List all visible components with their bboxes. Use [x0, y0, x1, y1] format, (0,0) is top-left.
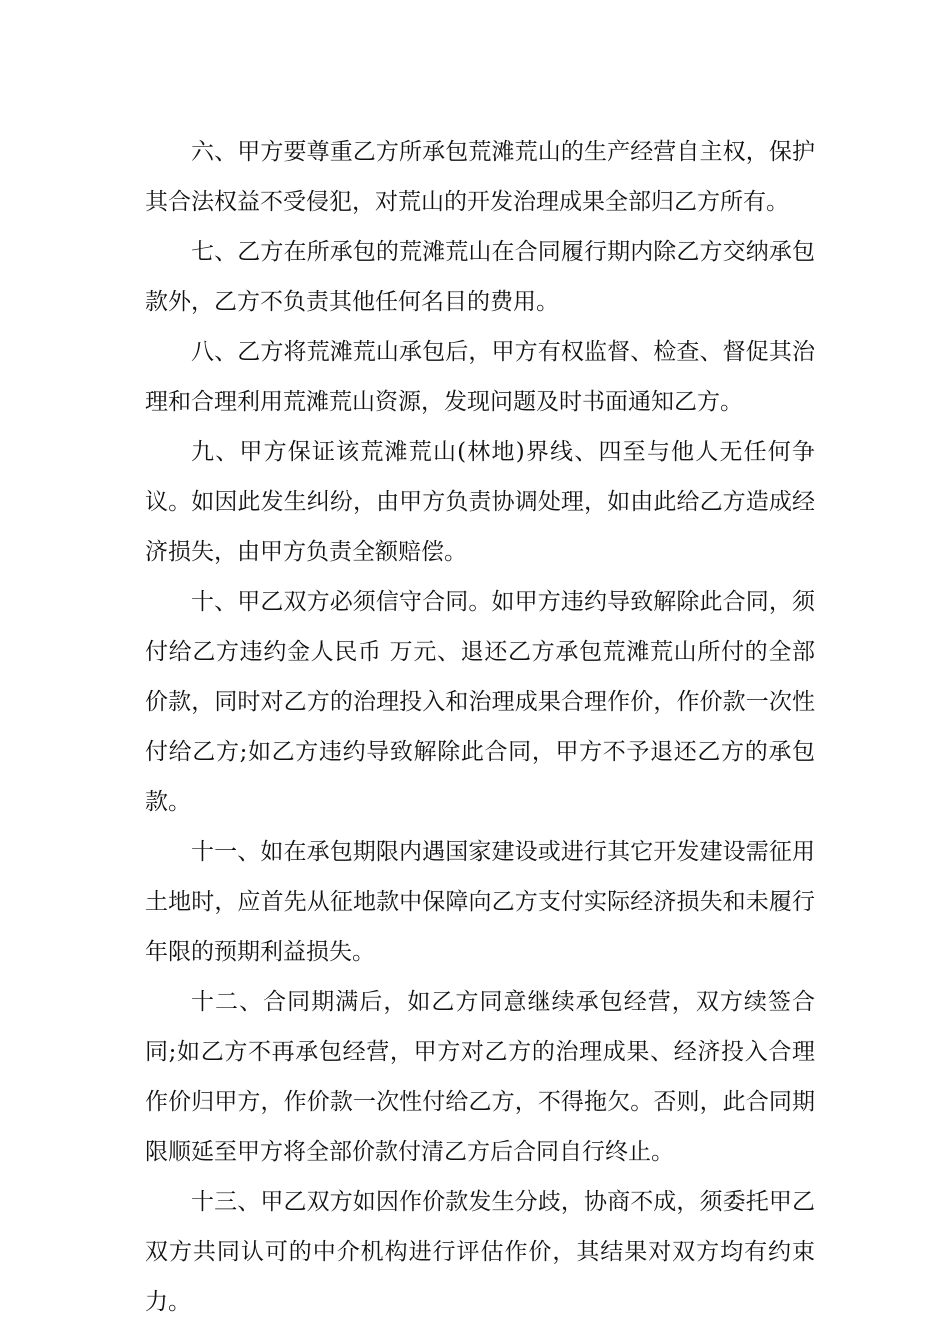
clause-8: 八、乙方将荒滩荒山承包后，甲方有权监督、检查、督促其治理和合理利用荒滩荒山资源，发现问题及时书面通知乙方。: [145, 339, 815, 415]
clause-6: 六、甲方要尊重乙方所承包荒滩荒山的生产经营自主权，保护其合法权益不受侵犯，对荒山的开发治理成果全部归乙方所有。: [145, 139, 815, 215]
clause-10: 十、甲乙双方必须信守合同。如甲方违约导致解除此合同，须付给乙方违约金人民币 万元、退还乙方承包荒滩荒山所付的全部价款，同时对乙方的治理投入和治理成果合理作价，作价款一次性付给乙方;如乙方违约导致解除此合同，甲方不予退还乙方的承包款。: [145, 589, 815, 815]
document-body: [145, 127, 815, 1327]
clause-11: 十一、如在承包期限内遇国家建设或进行其它开发建设需征用土地时，应首先从征地款中保障向乙方支付实际经济损失和未履行年限的预期利益损失。: [145, 839, 815, 965]
clause-7: 七、乙方在所承包的荒滩荒山在合同履行期内除乙方交纳承包款外，乙方不负责其他任何名目的费用。: [145, 239, 815, 315]
clause-9: 九、甲方保证该荒滩荒山(林地)界线、四至与他人无任何争议。如因此发生纠纷，由甲方负责协调处理，如由此给乙方造成经济损失，由甲方负责全额赔偿。: [145, 439, 815, 565]
clause-12: 十二、合同期满后，如乙方同意继续承包经营，双方续签合同;如乙方不再承包经营，甲方对乙方的治理成果、经济投入合理作价归甲方，作价款一次性付给乙方，不得拖欠。否则，此合同期限顺延至甲方将全部价款付清乙方后合同自行终止。: [145, 989, 815, 1165]
clause-13: 十三、甲乙双方如因作价款发生分歧，协商不成，须委托甲乙双方共同认可的中介机构进行评估作价，其结果对双方均有约束力。: [145, 1189, 815, 1315]
